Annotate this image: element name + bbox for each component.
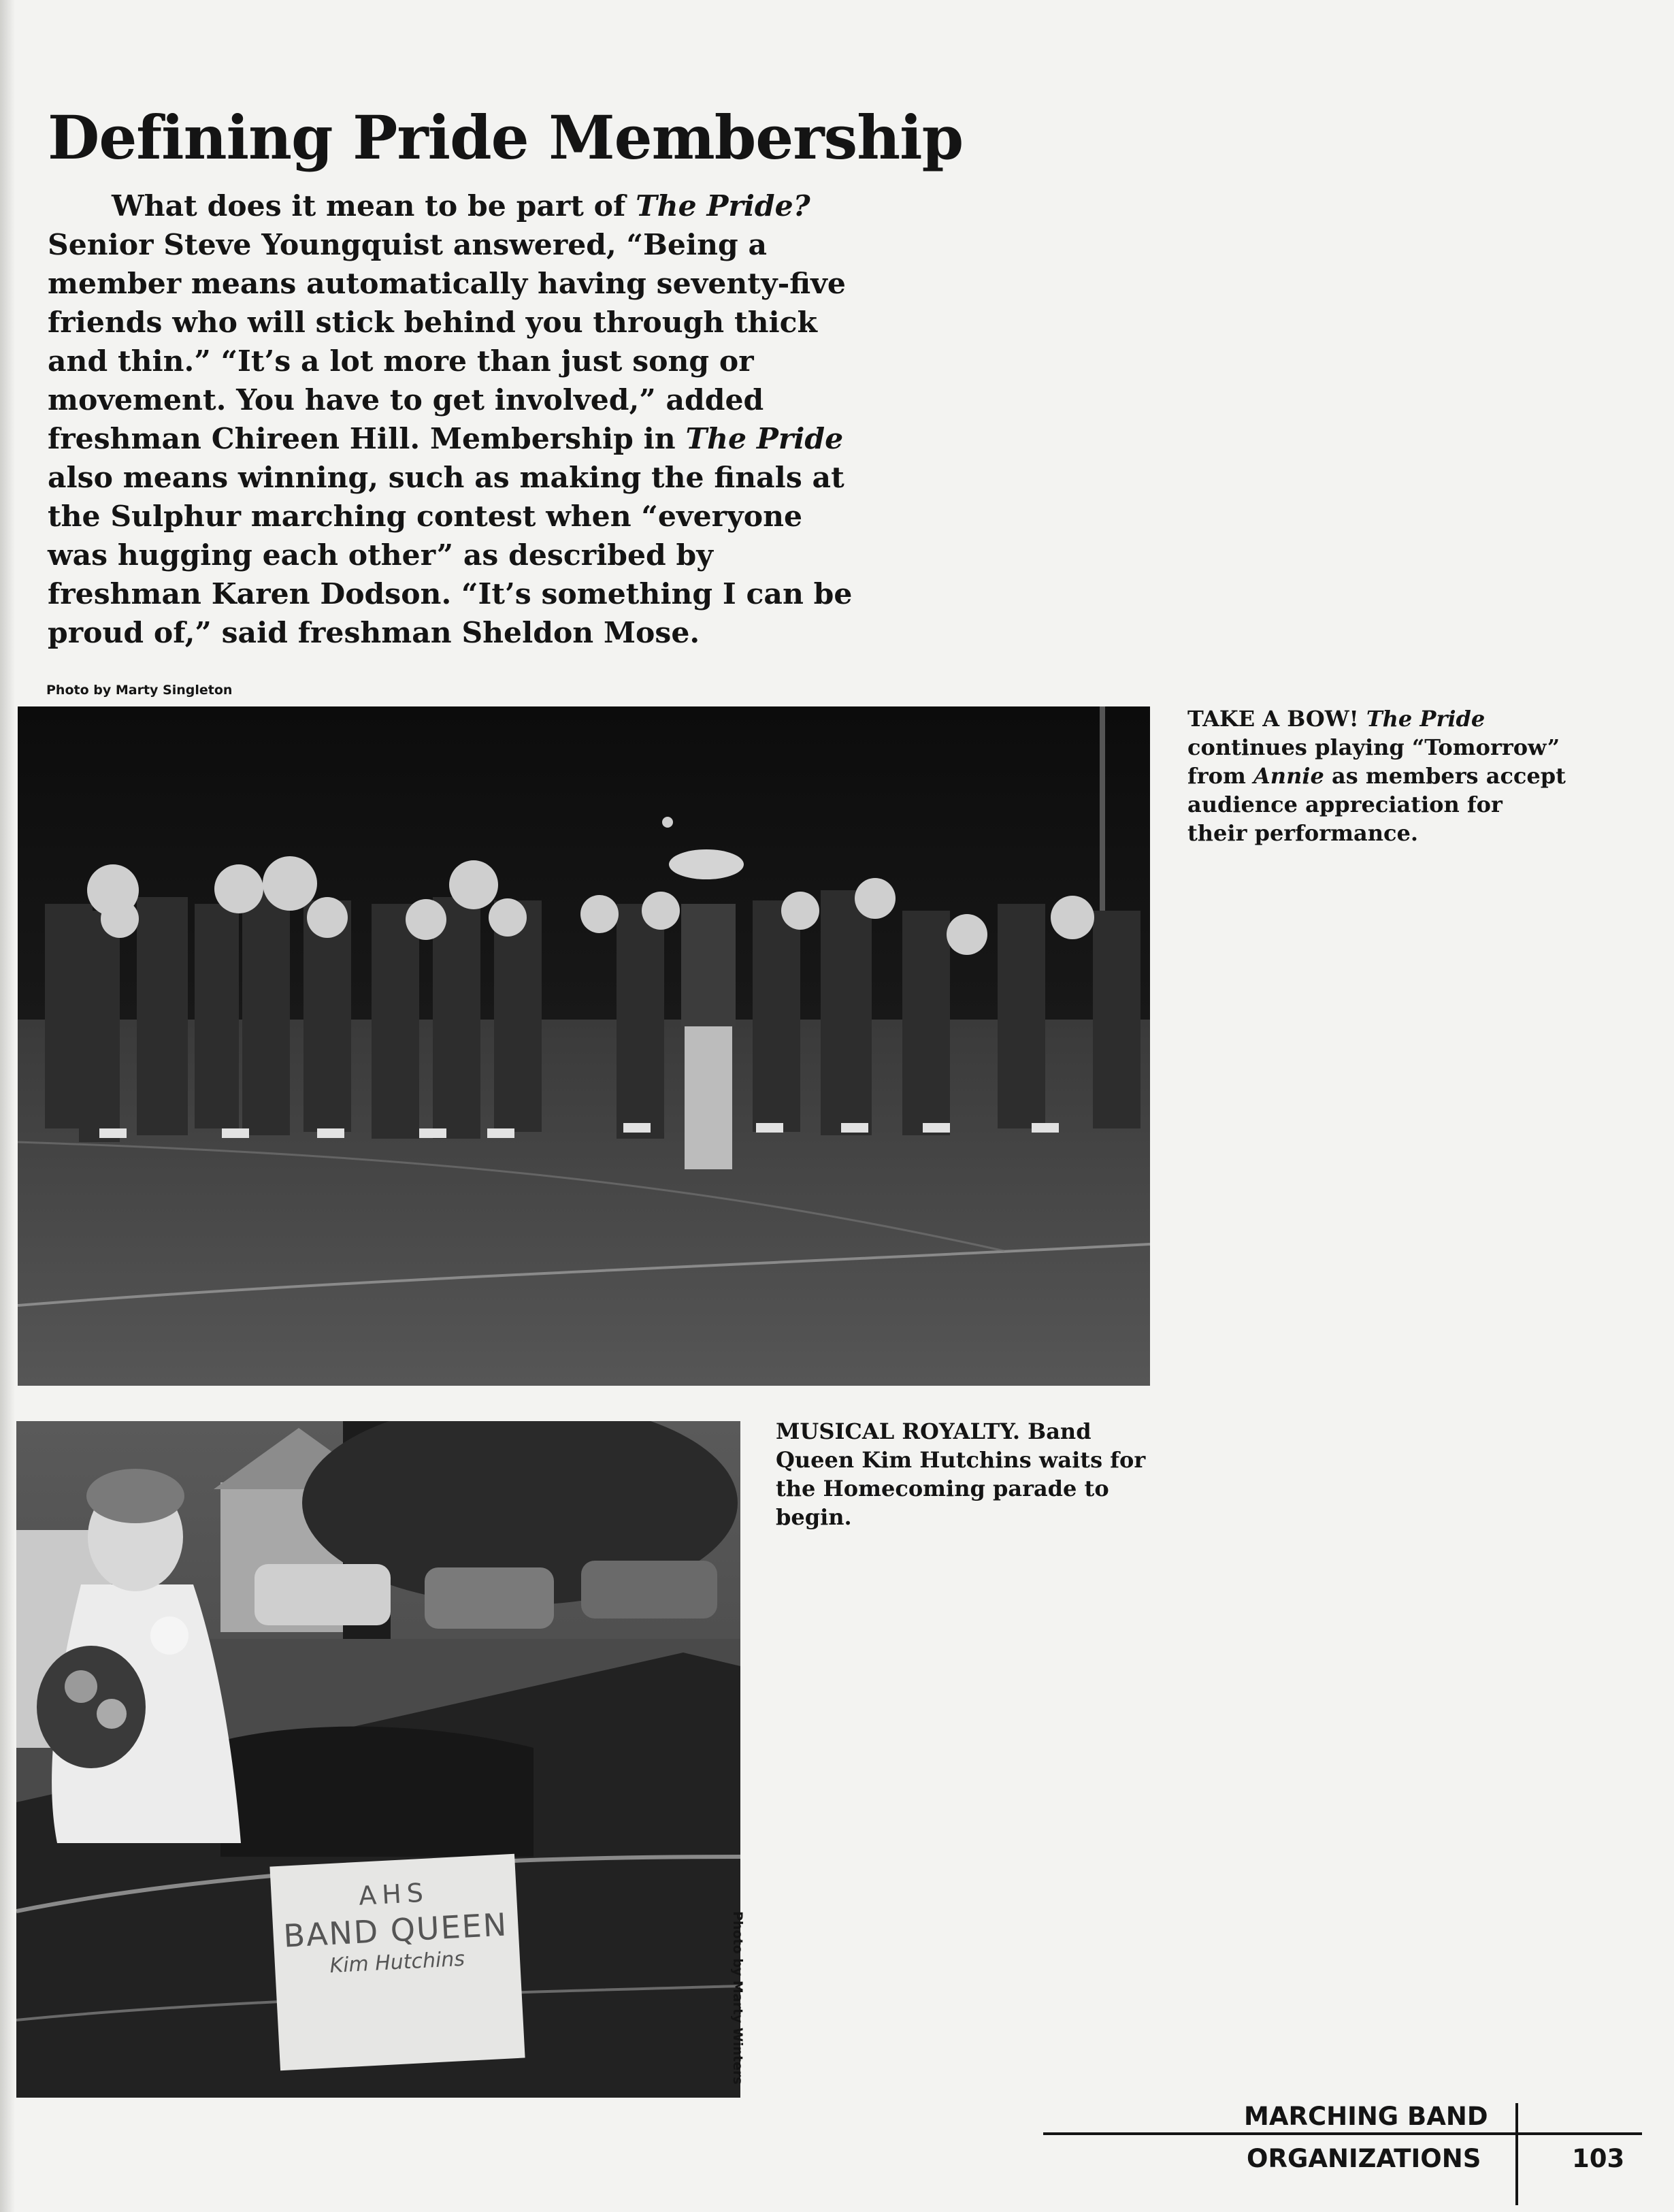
band-queen-sign — [280, 1872, 510, 1981]
footer-section-label: MARCHING BAND — [1244, 2102, 1488, 2131]
article-title: Defining Pride Membership — [48, 102, 964, 173]
photo1-caption: TAKE A BOW! The Pride continues playing “Tomorrow” from Annie as members accept audience appreciation for their performance. — [1187, 706, 1566, 846]
article-body: What does it mean to be part of The Pride? Senior Steve Youngquist answered, “Being a member means automatically having seventy-five friends who will stick behind you through thick and thin.” “It’s a lot more than just song or movement. You have to get involved,” added freshman Chireen Hill. Membership in The Pride also means winning, such as making the finals at the Sulphur marching contest when “everyone was hugging each other” as described by freshman Karen Dodson. “It’s something I can be proud of,” said freshman Sheldon Mose. — [48, 189, 853, 650]
page-gutter-shadow — [0, 0, 15, 2212]
page-number: 103 — [1572, 2144, 1625, 2173]
photo-credit-vertical: Photo by Marty Winters — [730, 1911, 745, 2085]
sign-line-title: BAND QUEEN — [282, 1905, 509, 1955]
band-bow-photo — [18, 706, 1150, 1386]
photo2-caption: MUSICAL ROYALTY. Band Queen Kim Hutchins waits for the Homecoming parade to begin. — [776, 1418, 1146, 1530]
footer-subsection-label: ORGANIZATIONS — [1247, 2144, 1481, 2173]
sign-line-name: Kim Hutchins — [329, 1947, 465, 1979]
photo-credit-top: Photo by Marty Singleton — [46, 683, 233, 698]
footer-rule — [1043, 2132, 1642, 2135]
footer-divider — [1515, 2103, 1518, 2205]
band-queen-photo — [16, 1421, 740, 2098]
sign-line-school: AHS — [358, 1877, 429, 1911]
